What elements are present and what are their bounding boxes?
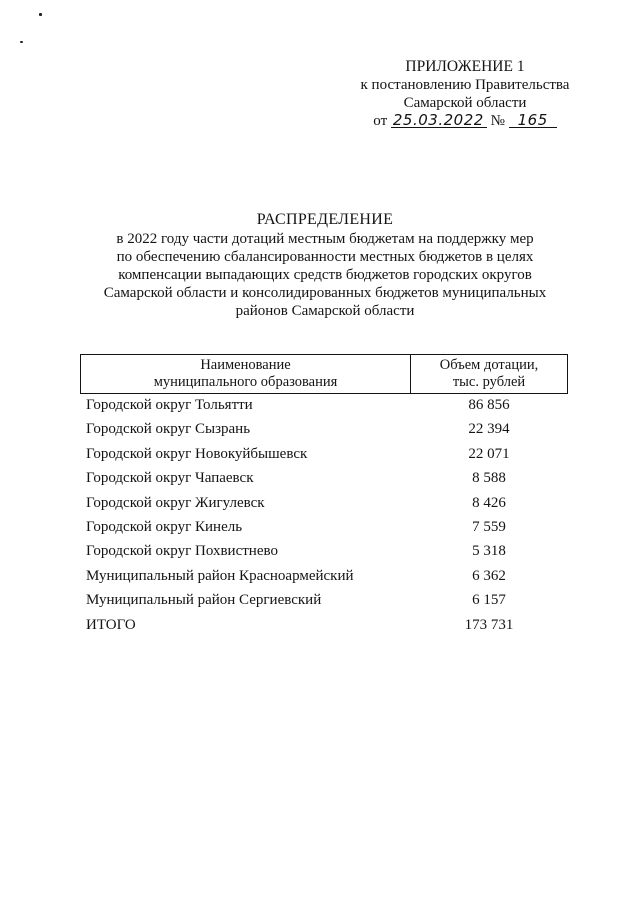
appendix-line-2: Самарской области	[403, 95, 527, 111]
table-row	[80, 591, 568, 615]
scan-speck	[39, 13, 42, 16]
subsidy-amount: 86 856	[468, 397, 510, 413]
municipality-name: Городской округ Сызрань	[86, 421, 251, 438]
subsidy-amount: 7 559	[472, 518, 506, 535]
table-row	[80, 445, 568, 469]
header-name-line-2: муниципального образования	[153, 374, 338, 390]
subsidy-amount: 22 394	[468, 421, 510, 438]
subsidy-amount: 6 362	[472, 567, 506, 584]
municipality-name: Городской округ Похвистнево	[86, 543, 278, 560]
table-row	[80, 396, 568, 420]
municipality-name: Городской округ Чапаевск	[86, 470, 254, 487]
scan-speck	[20, 41, 23, 43]
number-prefix: №	[490, 113, 505, 129]
total-label: ИТОГО	[86, 616, 136, 633]
table-row	[80, 494, 568, 518]
date-prefix: от	[373, 113, 388, 129]
table-row	[80, 518, 568, 542]
subsidy-amount: 5 318	[472, 543, 506, 560]
header-value-line-2: тыс. рублей	[452, 374, 526, 390]
appendix-title: ПРИЛОЖЕНИЕ 1	[405, 58, 525, 75]
handwritten-date: 25.03.2022	[391, 113, 487, 128]
total-amount: 173 731	[464, 616, 514, 633]
header-name-cell	[81, 355, 411, 393]
municipality-name: Муниципальный район Красноармейский	[86, 567, 354, 584]
handwritten-number: 165	[509, 113, 557, 128]
municipality-name: Муниципальный район Сергиевский	[86, 592, 322, 609]
municipality-name: Городской округ Кинель	[86, 518, 243, 535]
table-body	[80, 396, 568, 640]
table-row	[80, 420, 568, 444]
document-title: РАСПРЕДЕЛЕНИЕ	[256, 211, 394, 228]
subsidy-amount: 6 157	[472, 592, 506, 609]
subsidy-amount: 8 588	[472, 470, 506, 487]
municipality-name: Городской округ Новокуйбышевск	[86, 445, 308, 462]
subsidy-amount: 22 071	[468, 445, 510, 462]
decree-reference	[330, 112, 600, 130]
document-description: в 2022 году части дотаций местным бюджетам на поддержку мер по обеспечению сбалансированности местных бюджетов в целях компенсации выпадающих средств бюджетов городских округов Самарской области и консолидированных бюджетов муниципальных районов Самарской области	[103, 231, 547, 319]
header-value-line-1: Объем дотации,	[439, 357, 539, 373]
municipality-name: Городской округ Жигулевск	[86, 494, 265, 511]
table-row	[80, 567, 568, 591]
document-heading	[60, 211, 590, 320]
table-row	[80, 469, 568, 493]
header-value-cell	[411, 355, 567, 393]
appendix-line-1: к постановлению Правительства	[360, 77, 570, 93]
table-total-row	[80, 616, 568, 640]
municipality-name: Городской округ Тольятти	[86, 397, 253, 413]
table-header	[80, 354, 568, 394]
appendix-block	[330, 58, 600, 130]
subsidy-amount: 8 426	[472, 494, 506, 511]
header-name-line-1: Наименование	[200, 357, 291, 373]
distribution-table	[80, 354, 568, 640]
table-row	[80, 542, 568, 566]
